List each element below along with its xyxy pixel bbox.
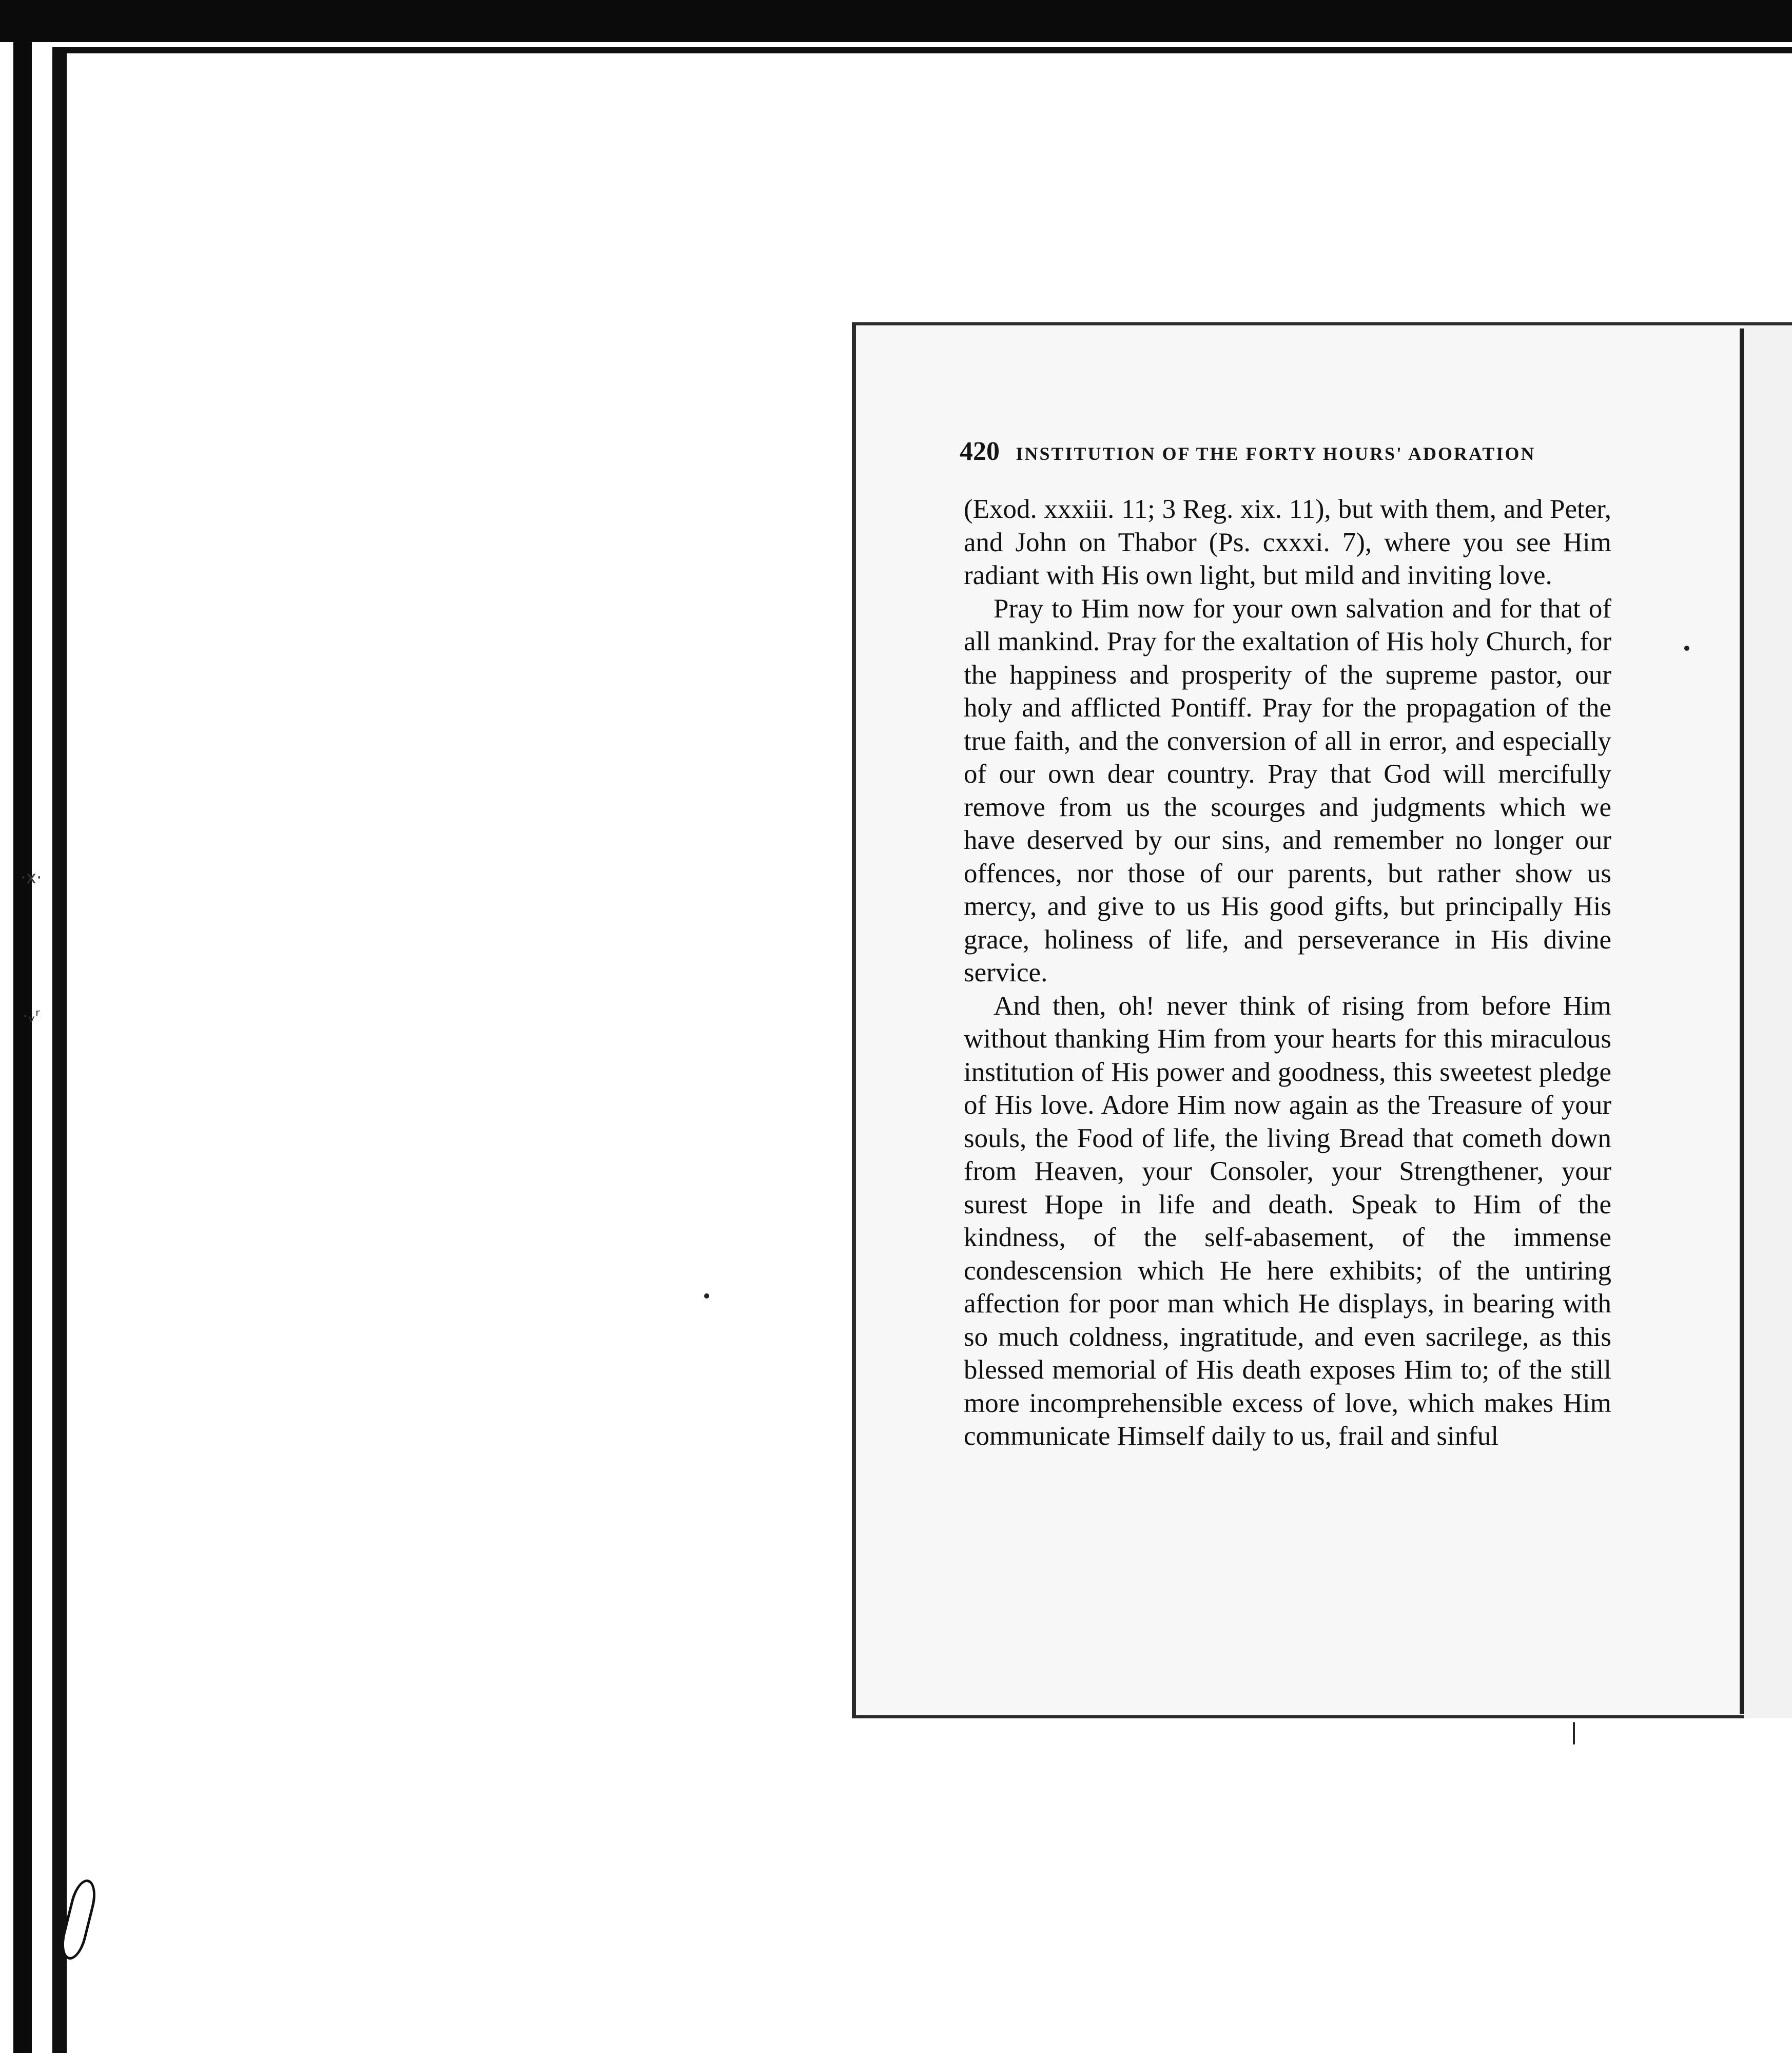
margin-mark: ·ᵥʳ [23,1006,40,1026]
paragraph: Pray to Him now for your own salvation and for that of all mankind. Pray for the exaltation of His holy Church, for the happiness and prosperity of the supreme pastor, our holy and afflicted Pontiff. Pray for the propagation of the true faith, and the conversion of all in error, and especially of our own dear country. Pray that God will mercifully remove from us the scourges and judgments which we have deserved by our sins, and remember no longer our offences, nor those of our parents, but rather show us mercy, and give to us His good gifts, but principally His grace, holiness of life, and perseverance in His divine service. [964,593,1611,987]
scan-frame-gap [0,42,13,2053]
page-number: 420 [960,437,1000,466]
body-text [964,493,1611,1453]
page-gutter [1740,328,1744,1714]
margin-speck [704,1293,709,1299]
paragraph: And then, oh! never think of rising from before Him without thanking Him from your hearts for this miraculous institution of His power and goodness, this sweetest pledge of His love. Adore Him now again as the Treasure of your souls, the Food of life, the living Bread that cometh down from Heaven, your Consoler, your Strengthener, your surest Hope in life and death. Speak to Him of the kindness, of the self-abasement, of the immense condescension which He here exhibits; of the untiring affection for poor man which He displays, in bearing with so much coldness, ingratitude, and even sacrilege, as this blessed memorial of His death exposes Him to; of the still more incomprehensible excess of love, which makes Him communicate Himself daily to us, frail and sinful [964,991,1611,1451]
facing-page-edge [1744,322,1792,1718]
paragraph: (Exod. xxxiii. 11; 3 Reg. xix. 11), but with them, and Peter, and John on Thabor (Ps. cxxxi. 7), where you see Him radiant with His own light, but mild and inviting love. [964,494,1611,590]
scan-frame-inner-top [67,47,1792,53]
scan-frame-inner-edge [52,47,67,2053]
running-title: INSTITUTION OF THE FORTY HOURS' ADORATION [1016,443,1536,464]
running-head [960,436,1555,472]
page-speck [1684,646,1689,651]
margin-mark: ·x· [21,867,42,888]
page-speck [1573,1722,1575,1745]
scan-frame-top [0,0,1792,42]
